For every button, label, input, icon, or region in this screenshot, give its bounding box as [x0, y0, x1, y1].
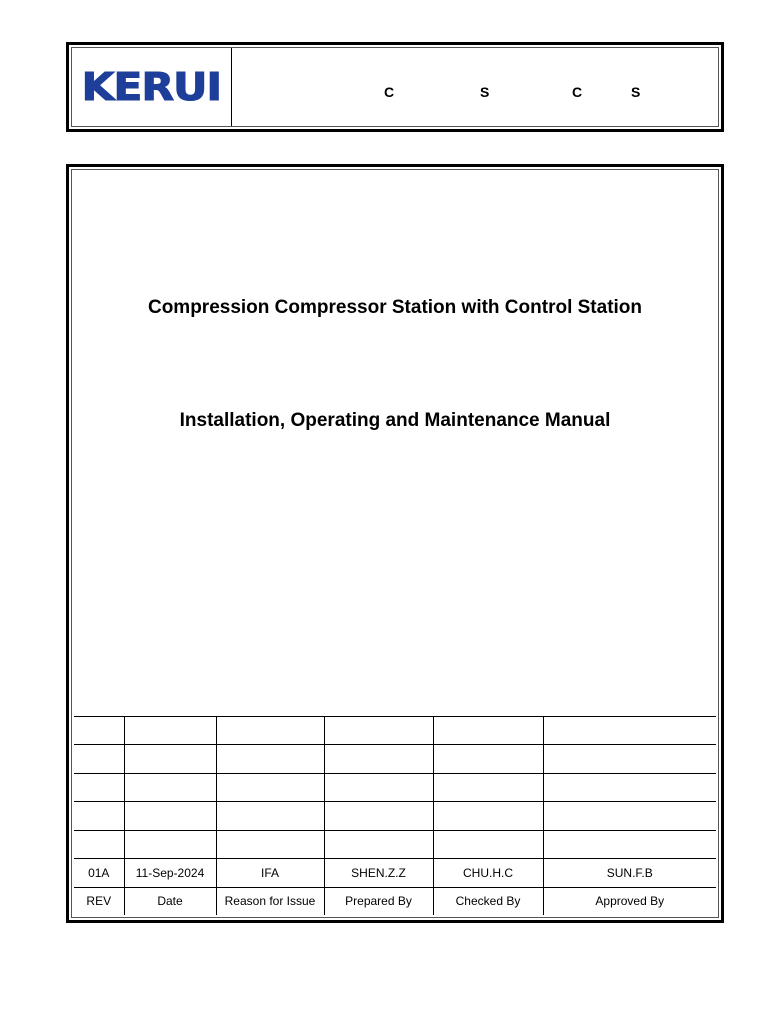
table-cell [543, 802, 716, 831]
table-cell [433, 745, 543, 774]
table-cell [216, 830, 324, 859]
cover-inner-border [71, 169, 719, 918]
header-letter: C [384, 84, 395, 100]
reason-value: IFA [216, 859, 324, 888]
table-cell [433, 773, 543, 802]
table-cell [74, 773, 124, 802]
table-cell [433, 802, 543, 831]
header-inner-border [71, 47, 719, 127]
table-header-row [74, 887, 716, 915]
prepared-by-value: SHEN.Z.Z [324, 859, 433, 888]
column-header-reason: Reason for Issue [216, 887, 324, 915]
checked-by-value: CHU.H.C [433, 859, 543, 888]
table-cell [543, 830, 716, 859]
document-title: Compression Compressor Station with Control Station [147, 297, 643, 318]
table-cell [124, 745, 216, 774]
table-cell [216, 802, 324, 831]
table-cell [543, 745, 716, 774]
approved-by-value: SUN.F.B [543, 859, 716, 888]
document-subtitle: Installation, Operating and Maintenance Manual [179, 410, 611, 431]
header-title-cell [232, 48, 718, 126]
table-cell [324, 773, 433, 802]
header-letter: S [631, 84, 641, 100]
table-cell [124, 830, 216, 859]
logo-cell [72, 48, 232, 126]
table-cell [216, 716, 324, 745]
header-block [66, 42, 724, 132]
table-cell [543, 716, 716, 745]
table-cell [543, 773, 716, 802]
table-row [74, 830, 716, 859]
table-cell [324, 716, 433, 745]
table-cell [324, 745, 433, 774]
column-header-checked-by: Checked By [433, 887, 543, 915]
table-row [74, 859, 716, 888]
cover-page-block [66, 164, 724, 923]
column-header-rev: REV [74, 887, 124, 915]
column-header-date: Date [124, 887, 216, 915]
header-letter: S [480, 84, 490, 100]
date-value: 11-Sep-2024 [124, 859, 216, 888]
table-cell [433, 716, 543, 745]
header-letter: C [572, 84, 583, 100]
table-cell [74, 830, 124, 859]
table-cell [74, 716, 124, 745]
table-row [74, 745, 716, 774]
company-logo: KERUI [81, 65, 222, 109]
table-cell [324, 830, 433, 859]
table-cell [216, 745, 324, 774]
table-cell [124, 802, 216, 831]
table-cell [433, 830, 543, 859]
table-cell [124, 716, 216, 745]
rev-value: 01A [74, 859, 124, 888]
table-row [74, 802, 716, 831]
table-row [74, 773, 716, 802]
table-cell [124, 773, 216, 802]
revision-table [74, 716, 716, 916]
column-header-approved-by: Approved By [543, 887, 716, 915]
column-header-prepared-by: Prepared By [324, 887, 433, 915]
table-row [74, 716, 716, 745]
table-cell [74, 745, 124, 774]
table-cell [324, 802, 433, 831]
table-cell [74, 802, 124, 831]
table-cell [216, 773, 324, 802]
